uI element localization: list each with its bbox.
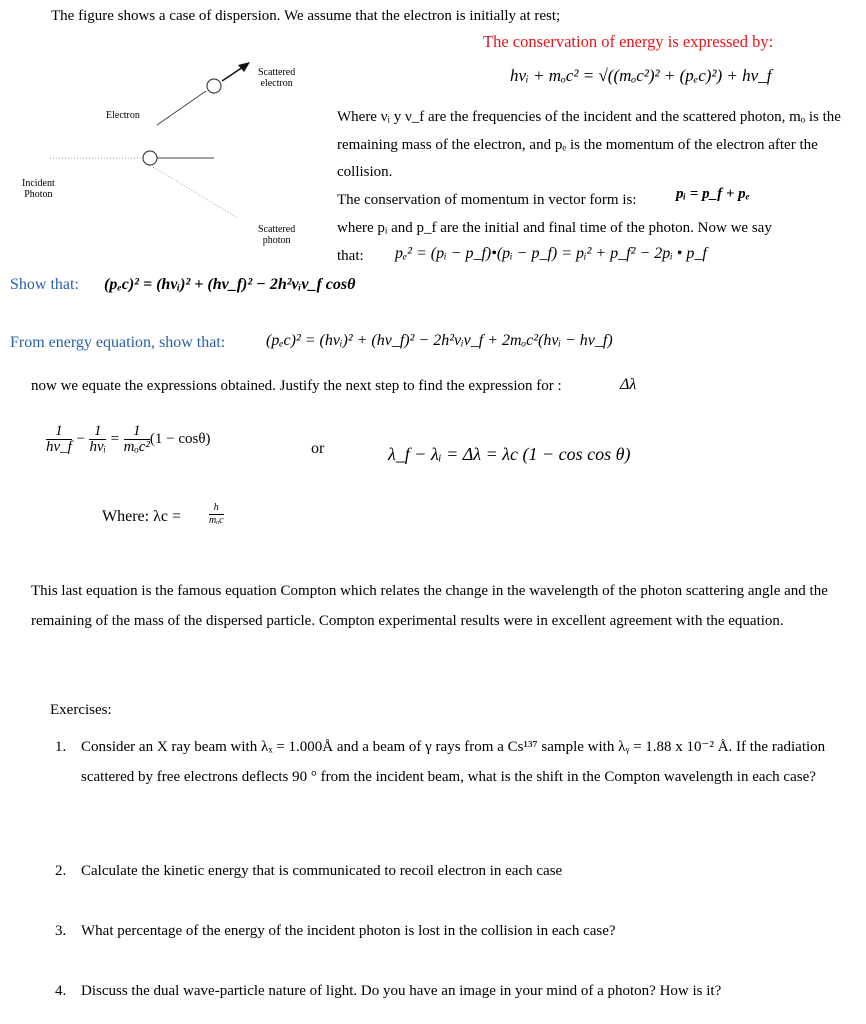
energy-heading: The conservation of energy is expressed by: (483, 32, 774, 51)
dot-product-equation: pₑ² = (pᵢ − p_f)•(pᵢ − p_f) = pᵢ² + p_f² − 2pᵢ • p_f (395, 245, 707, 262)
exercise-4: 4. Discuss the dual wave-particle nature of light. Do you have an image in your mind of a photon? How is it? (55, 976, 855, 1006)
frac-1: $\frac{1}{h\nu\_f}$ (46, 423, 72, 455)
exercise-number: 2. (55, 863, 67, 879)
exercise-1: 1. Consider an X ray beam with λₓ = 1.000Å and a beam of γ rays from a Cs¹³⁷ sample with λᵧ = 1.88 x 10⁻² Å. If the radiation scattered by free electrons deflects 90 ° from the incident beam, what is the shift in the Compton wavelength in each case? (55, 732, 845, 792)
scattered-photon-path (153, 167, 236, 217)
where2-line1: where pᵢ and p_f are the initial and final time of the photon. Now we say (337, 220, 772, 236)
or-text: or (311, 440, 325, 457)
exercise-number: 4. (55, 983, 67, 999)
frac-2: $\frac{1}{\text{hνᵢ}}$ (89, 423, 106, 455)
label-scattered-photon: Scattered photon (258, 224, 296, 246)
from-label: From energy equation, show that: (10, 334, 226, 351)
momentum-equation: pᵢ = p_f + pₑ (676, 186, 750, 202)
where-paragraph: Where νᵢ y ν_f are the frequencies of the incident and the scattered photon, mₒ is the remaining mass of the electron, and pₑ is the momentum of the electron after the collision. (337, 109, 841, 180)
show-equation: (pₑc)² = (hνᵢ)² + (hν_f)² − 2h²νᵢν_f cosθ (104, 276, 356, 293)
label-electron: Electron (106, 110, 140, 121)
exercise-2: 2. Calculate the kinetic energy that is communicated to recoil electron in each case (55, 856, 845, 886)
from-equation: (pₑc)² = (hνᵢ)² + (hν_f)² − 2h²νᵢν_f + 2mₒc²(hνᵢ − hν_f) (266, 332, 613, 349)
compton-paragraph: This last equation is the famous equation Compton which relates the change in the wavelength of the photon scattering angle and the remaining of the mass of the dispersed particle. Compton experimental results were in excellent agreement with the equation. (31, 583, 828, 629)
intro-text: The figure shows a case of dispersion. We assume that the electron is initially at rest; (51, 8, 561, 24)
electron-at-rest-icon (143, 151, 157, 165)
electron-path (157, 91, 206, 125)
exercises-title: Exercises: (50, 702, 112, 718)
delta-lambda: Δλ (620, 376, 637, 393)
energy-equation: hνᵢ + mₒc² = √((mₒc²)² + (pₑc)²) + hν_f (510, 66, 772, 85)
scattered-electron-icon (207, 79, 221, 93)
exercise-number: 1. (55, 739, 67, 755)
label-scattered-electron: Scattered electron (258, 67, 296, 89)
equate-text: now we equate the expressions obtained. Justify the next step to find the expression for : (31, 378, 562, 394)
exercise-3: 3. What percentage of the energy of the incident photon is lost in the collision in each case? (55, 916, 845, 946)
frac-3: $\frac{1}{\text{mₒc²}}$ (123, 423, 150, 455)
label-incident-photon: Incident Photon (22, 178, 55, 200)
arrow-head-icon (238, 62, 250, 72)
where-lc-label: Where: λc = (102, 508, 181, 525)
show-label: Show that: (10, 276, 79, 293)
compton-fraction-equation: $\frac{1}{h\nu\_f}$ − $\frac{1}{\text{hνᵢ}}$ = $\frac{1}{\text{mₒc²}}$ (1 − cosθ) (46, 423, 211, 455)
momentum-text: The conservation of momentum in vector form is: (337, 192, 637, 208)
exercise-number: 3. (55, 923, 67, 939)
where2-line2: that: (337, 248, 364, 264)
compton-lambda-equation: λ_f − λᵢ = Δλ = λc (1 − cos cos θ) (388, 444, 631, 464)
lambda-c-fraction: $\frac{h}{\text{mₒc}}$ (209, 502, 224, 526)
